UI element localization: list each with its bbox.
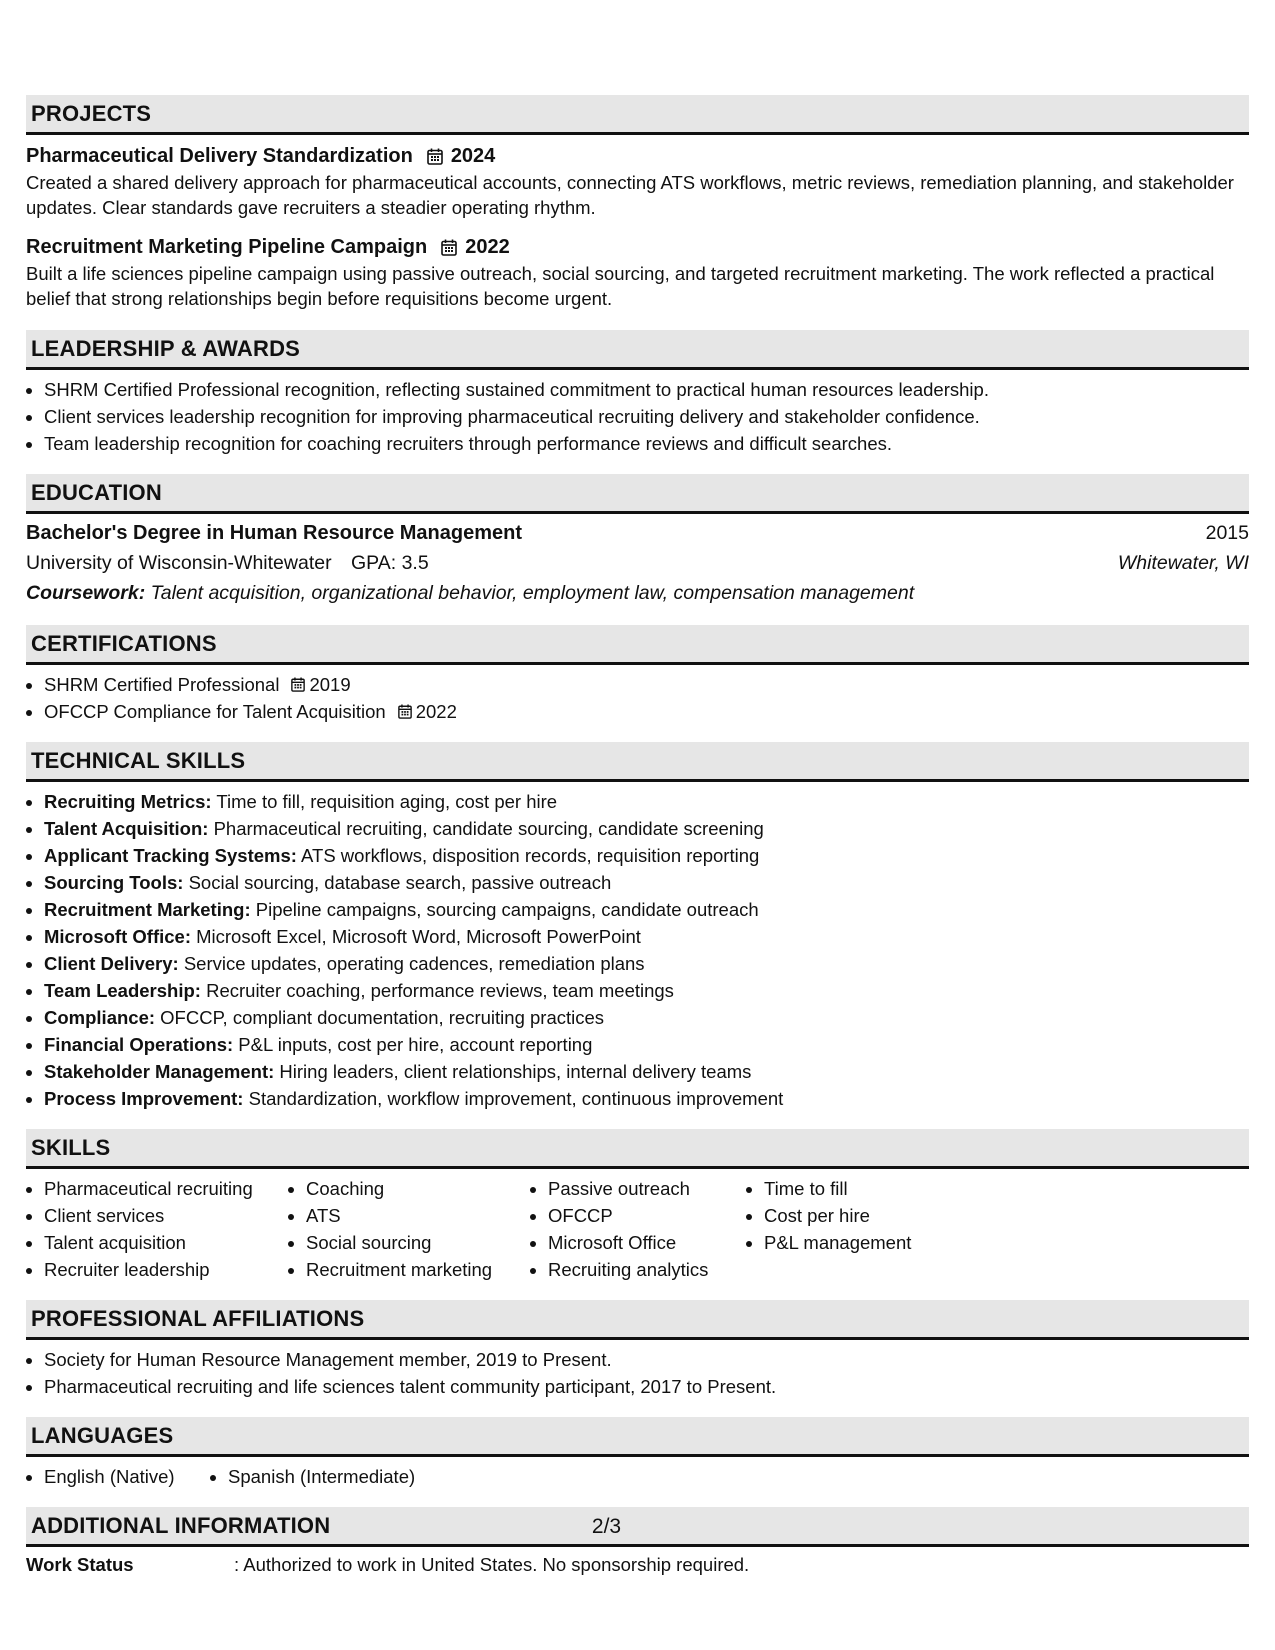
calendar-icon (398, 704, 412, 719)
skill-item: • Recruiting analytics (548, 1256, 746, 1283)
calendar-icon (291, 677, 305, 692)
skill-item: • Client services (44, 1202, 288, 1229)
project-year: 2022 (465, 236, 510, 258)
degree-title: Bachelor's Degree in Human Resource Management (26, 522, 523, 544)
skill-item: • Coaching (306, 1175, 530, 1202)
technical-skill-item (44, 977, 1249, 1004)
technical-skill-item (44, 815, 1249, 842)
skills-column (26, 1175, 288, 1283)
skill-item: • ATS (306, 1202, 530, 1229)
technical-skill-item (44, 842, 1249, 869)
project-title: Pharmaceutical Delivery Standardization (26, 145, 413, 167)
technical-skill-item (44, 1058, 1249, 1085)
skill-values: Recruiter coaching, performance reviews, team meetings (206, 980, 674, 1001)
list-item: • Team leadership recognition for coaching recruiters through performance reviews and difficult searches. (44, 430, 1249, 457)
skill-item: • Microsoft Office (548, 1229, 746, 1256)
skill-values: OFCCP, compliant documentation, recruiting practices (160, 1007, 605, 1028)
skill-item: • OFCCP (548, 1202, 746, 1229)
section-heading: PROFESSIONAL AFFILIATIONS (26, 1300, 1249, 1340)
calendar-icon (441, 239, 457, 256)
languages-section (26, 1417, 1249, 1490)
resume-page (26, 95, 1249, 1580)
section-heading: LEADERSHIP & AWARDS (26, 330, 1249, 370)
list-item: • Society for Human Resource Management member, 2019 to Present. (44, 1346, 1249, 1373)
skill-category: Process Improvement: (44, 1088, 244, 1109)
skill-values: Time to fill, requisition aging, cost per hire (216, 791, 558, 812)
section-heading: EDUCATION (26, 474, 1249, 514)
info-label: Work Status (26, 1554, 134, 1575)
section-heading: SKILLS (26, 1129, 1249, 1169)
affiliations-section (26, 1300, 1249, 1400)
skill-category: Client Delivery: (44, 953, 179, 974)
skill-item: • Recruitment marketing (306, 1256, 530, 1283)
skill-category: Recruitment Marketing: (44, 899, 251, 920)
technical-skill-item (44, 1004, 1249, 1031)
skill-category: Recruiting Metrics: (44, 791, 212, 812)
gpa: GPA: 3.5 (351, 552, 429, 574)
project-title-row (26, 232, 1249, 262)
skill-values: Pipeline campaigns, sourcing campaigns, candidate outreach (255, 899, 759, 920)
section-heading: CERTIFICATIONS (26, 625, 1249, 665)
technical-skill-item (44, 1085, 1249, 1112)
list-item: • Client services leadership recognition for improving pharmaceutical recruiting delivery and stakeholder confidence. (44, 403, 1249, 430)
skill-values: Service updates, operating cadences, remediation plans (183, 953, 645, 974)
section-heading: ADDITIONAL INFORMATION (26, 1507, 1249, 1547)
skill-category: Team Leadership: (44, 980, 201, 1001)
certification-item (44, 671, 1249, 698)
skill-item: • Cost per hire (764, 1202, 964, 1229)
skills-grid (26, 1175, 1249, 1283)
language-item: • Spanish (Intermediate) (228, 1463, 415, 1490)
additional-info-row (26, 1550, 1249, 1580)
skill-category: Talent Acquisition: (44, 818, 209, 839)
project-description: Built a life sciences pipeline campaign using passive outreach, social sourcing, and targeted recruitment marketing. The work reflected a practical belief that strong relationships begin before requisitions become urgent. (26, 263, 1215, 309)
technical-skill-item (44, 788, 1249, 815)
list-item: • Pharmaceutical recruiting and life sciences talent community participant, 2017 to Present. (44, 1373, 1249, 1400)
skill-item: • P&L management (764, 1229, 964, 1256)
certifications-section (26, 625, 1249, 725)
skill-values: Social sourcing, database search, passive outreach (188, 872, 612, 893)
technical-skill-item (44, 950, 1249, 977)
skills-section (26, 1129, 1249, 1283)
skill-values: P&L inputs, cost per hire, account reporting (238, 1034, 593, 1055)
skill-item: • Time to fill (764, 1175, 964, 1202)
skill-values: Microsoft Excel, Microsoft Word, Microsoft PowerPoint (196, 926, 641, 947)
section-heading: LANGUAGES (26, 1417, 1249, 1457)
skill-item: • Social sourcing (306, 1229, 530, 1256)
info-value: : Authorized to work in United States. No sponsorship required. (234, 1554, 750, 1575)
skill-values: Pharmaceutical recruiting, candidate sourcing, candidate screening (213, 818, 764, 839)
certification-name: • SHRM Certified Professional (44, 674, 280, 695)
skill-category: Sourcing Tools: (44, 872, 184, 893)
section-heading: TECHNICAL SKILLS (26, 742, 1249, 782)
project-title: Recruitment Marketing Pipeline Campaign (26, 236, 428, 258)
language-item: • English (Native) (44, 1463, 210, 1490)
section-heading: PROJECTS (26, 95, 1249, 135)
technical-skill-item (44, 1031, 1249, 1058)
school-location: Whitewater, WI (1117, 552, 1249, 574)
skill-category: Applicant Tracking Systems: (44, 845, 297, 866)
coursework (26, 578, 1249, 608)
technical-skills-section (26, 742, 1249, 1112)
skill-item: • Talent acquisition (44, 1229, 288, 1256)
certification-item (44, 698, 1249, 725)
graduation-year: 2015 (1205, 522, 1249, 544)
school-name: University of Wisconsin-Whitewater (26, 552, 332, 574)
skill-values: Hiring leaders, client relationships, internal delivery teams (279, 1061, 752, 1082)
project-description: Created a shared delivery approach for pharmaceutical accounts, connecting ATS workflows, metric reviews, remediation planning, and stakeholder updates. Clear standards gave recruiters a steadier operating rhythm. (26, 172, 1234, 218)
leadership-section (26, 330, 1249, 457)
skill-category: Microsoft Office: (44, 926, 191, 947)
page-number: 2/3 (591, 1515, 622, 1538)
coursework-list: Talent acquisition, organizational behavior, employment law, compensation management (150, 582, 915, 604)
certification-name: • OFCCP Compliance for Talent Acquisition (44, 701, 386, 722)
projects-section (26, 95, 1249, 311)
skill-item: • Pharmaceutical recruiting (44, 1175, 288, 1202)
project-year: 2024 (450, 145, 496, 167)
technical-skill-item (44, 923, 1249, 950)
skill-category: Financial Operations: (44, 1034, 234, 1055)
skill-category: Compliance: (44, 1007, 156, 1028)
skill-item: • Recruiter leadership (44, 1256, 288, 1283)
skill-item: • Passive outreach (548, 1175, 746, 1202)
technical-skill-item (44, 869, 1249, 896)
skill-values: ATS workflows, disposition records, requisition reporting (301, 845, 760, 866)
project-title-row (26, 141, 1249, 171)
certification-year: 2022 (415, 701, 457, 722)
skill-values: Standardization, workflow improvement, continuous improvement (248, 1088, 784, 1109)
education-section (26, 474, 1249, 608)
skill-category: Stakeholder Management: (44, 1061, 275, 1082)
coursework-label: Coursework: (26, 582, 146, 604)
skills-column (746, 1175, 964, 1283)
skills-column (530, 1175, 746, 1283)
calendar-icon (427, 148, 443, 165)
skills-column (288, 1175, 530, 1283)
certification-year: 2019 (309, 674, 351, 695)
list-item: • SHRM Certified Professional recognition, reflecting sustained commitment to practical human resources leadership. (44, 376, 1249, 403)
technical-skill-item (44, 896, 1249, 923)
